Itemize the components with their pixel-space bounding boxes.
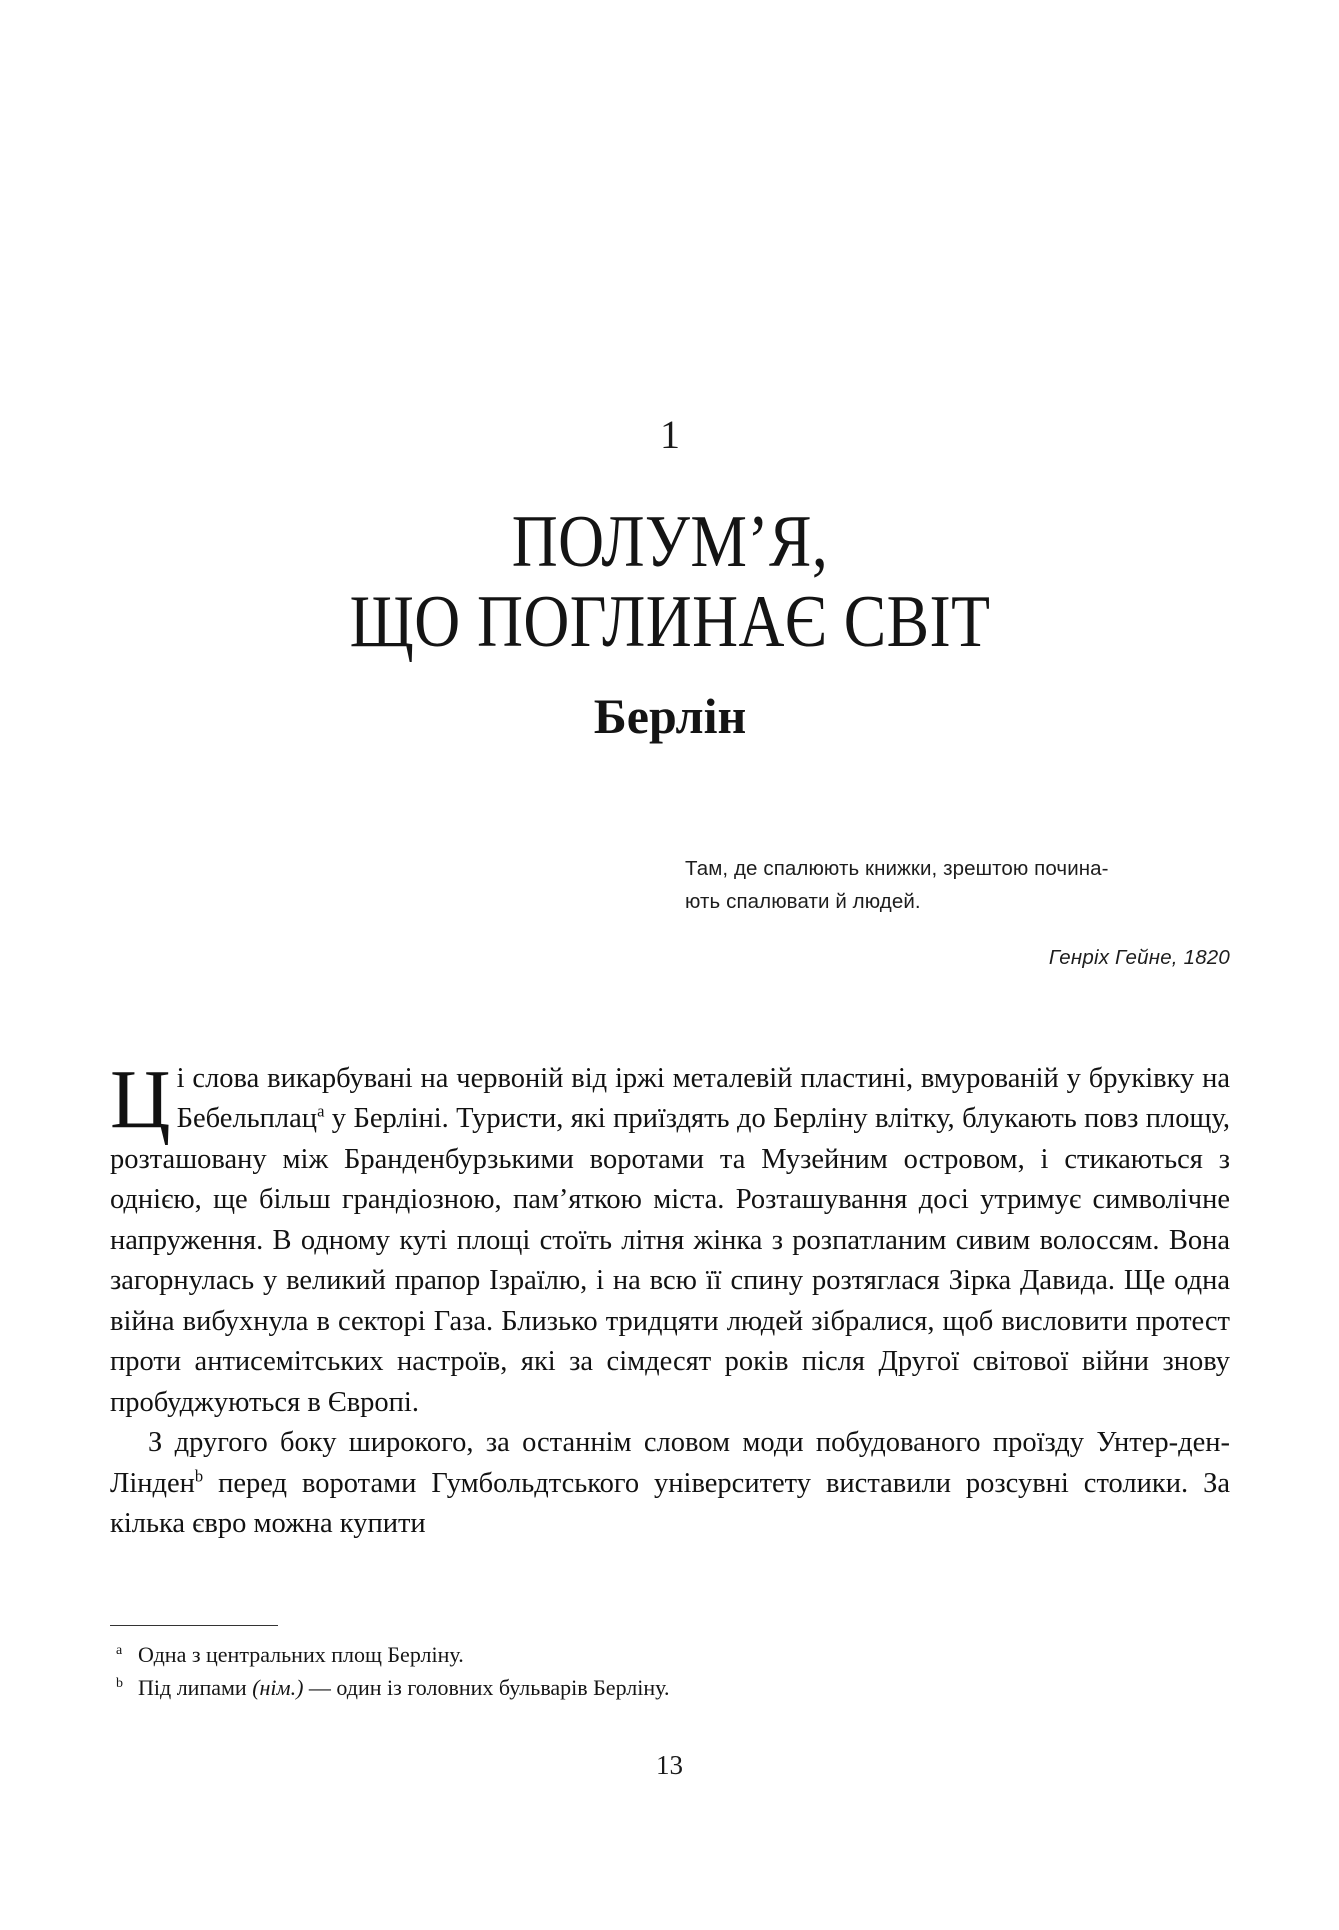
epigraph-line-2: ють спалювати й людей.	[685, 890, 921, 914]
footnote-text-b	[138, 1671, 1230, 1704]
chapter-title	[110, 455, 1230, 663]
footnote-marker-b: b	[116, 1676, 123, 1691]
footnote-reference-b[interactable]: b	[194, 1466, 204, 1486]
footnote-reference-a[interactable]: a	[317, 1101, 325, 1121]
footnote-text-b-before: Під липами	[138, 1675, 253, 1700]
paragraph-1-text-b: у Берліні. Туристи, які приїздять до Берліну влітку, блукають повз площу, розташовану між Бранденбурзькими воротами та Музейним островом, і стикаються з однією, ще більш грандіозною, пам’яткою міста. Розташування досі утримує символічне напруження. В одному куті площі стоїть літня жінка з розпатланим сивим волоссям. Вона загорнулась у великий прапор Ізраїлю, і на всю її спину розтяглася Зірка Давида. Ще одна війна вибухнула в секторі Газа. Близько тридцяти людей зібралися, щоб висловити протест проти антисемітських настроїв, які за сімдесят років після Другої світової війни знову пробуджуються в Європі.	[110, 1103, 1230, 1418]
footnotes-block	[110, 1625, 1230, 1704]
paragraph-1-text-a: і слова викарбувані на червоній від іржі металевій пластині, вмурованій у бруківку на Бебельплац	[176, 1062, 1230, 1135]
footnote-marker-a: a	[116, 1643, 123, 1658]
chapter-number: 1	[660, 412, 680, 457]
footnote-separator-rule	[110, 1625, 278, 1626]
epigraph-text	[685, 852, 1230, 918]
epigraph-source: Генріх Гейне, 1820	[1048, 946, 1230, 970]
footnote-item-b	[110, 1671, 1230, 1704]
footnote-text-a: Одна з центральних площ Берліну.	[138, 1642, 464, 1667]
chapter-title-line-1: ПОЛУМ’Я,	[511, 501, 829, 583]
page-number: 13	[656, 1750, 683, 1780]
paragraph-2-text-b: перед воротами Гумбольдтського університету виставили розсувні столики. За кілька євро можна купити	[110, 1467, 1230, 1540]
footnote-text-b-after: — один із головних бульварів Берліну.	[303, 1675, 670, 1700]
epigraph-line-1: Там, де спалюють книжки, зрештою починa-	[685, 856, 1109, 880]
body-text	[110, 973, 1230, 1545]
paragraph-2-text-a: З другого боку широкого, за останнім словом моди побудованого проїзду Унтер-ден-Лінден	[110, 1427, 1230, 1499]
drop-cap: Ц	[110, 1052, 171, 1146]
body-paragraph-1	[110, 1052, 1230, 1424]
chapter-title-line-2: ЩО ПОГЛИНАЄ СВІТ	[349, 580, 991, 663]
epigraph	[110, 744, 1230, 973]
footnote-item-a	[110, 1638, 1230, 1671]
chapter-subtitle: Берлін	[593, 687, 747, 744]
body-paragraph-2	[110, 1423, 1230, 1545]
footnote-text-b-italic: (нім.)	[252, 1675, 304, 1700]
